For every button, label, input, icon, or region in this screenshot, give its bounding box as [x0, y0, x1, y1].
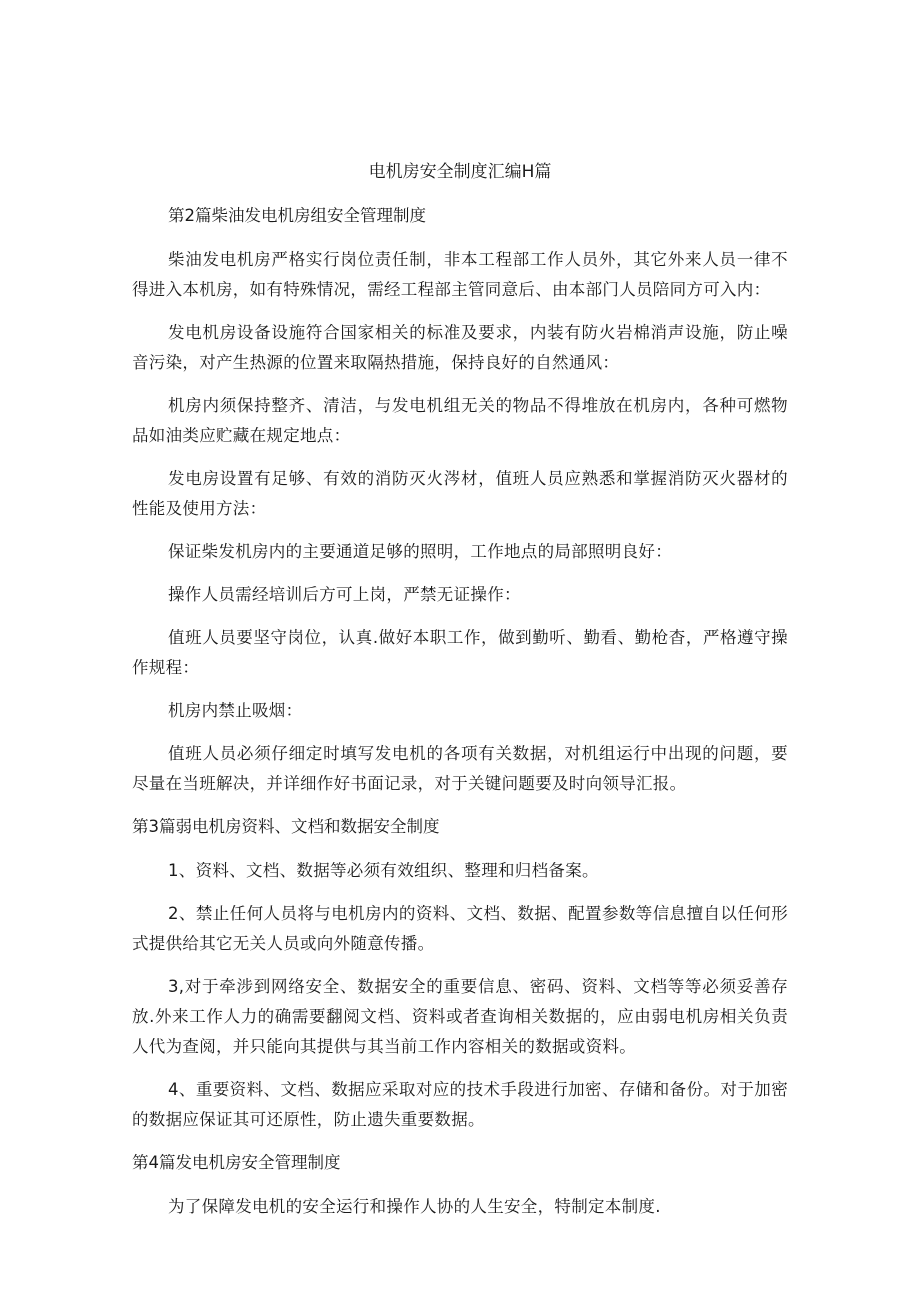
- paragraph: 值班人员要坚守岗位，认真.做好本职工作，做到勤听、勤看、勤枪杳，严格遵守操作规程：: [132, 628, 788, 677]
- paragraph: 发电房设置有足够、有效的消防灭火涔材，值班人员应熟悉和掌握消防灭火器材的性能及使用方法：: [132, 469, 788, 518]
- paragraph: 柴油发电机房严格实行岗位责任制，非本工程部工作人员外，其它外来人员一律不得进入本机房，如有特殊情况，需经工程部主管同意后、由本部门人员陪同方可入内：: [132, 250, 788, 299]
- paragraph: 4、重要资料、文档、数据应采取对应的技术手段进行加密、存储和备份。对于加密的数据应保证其可还原性，防止遗失重要数据。: [132, 1080, 788, 1129]
- paragraph: 为了保障发电机的安全运行和操作人协的人生安全，特制定本制度.: [168, 1197, 661, 1216]
- paragraph: 值班人员必须仔细定时填写发电机的各项有关数据，对机组运行中出现的问题，要尽量在当班解决，并详细作好书面记录，对于关键问题要及时向领导汇报。: [132, 744, 788, 793]
- section-heading-3: 第3篇弱电机房资料、文档和数据安全制度: [132, 817, 440, 836]
- paragraph: 机房内须保持整齐、清洁，与发电机组无关的物品不得堆放在机房内，各种可燃物品如油类应贮藏在规定地点：: [132, 396, 788, 445]
- section-heading-2: 第2篇柴油发电机房组安全管理制度: [168, 206, 426, 225]
- document-body: [132, 201, 788, 1235]
- document-title: 电机房安全制度汇编H篇: [368, 162, 552, 182]
- paragraph: 操作人员需经培训后方可上岗，严禁无证操作：: [168, 585, 521, 604]
- paragraph: 保证柴发机房内的主要通道足够的照明，工作地点的局部照明良好：: [168, 542, 672, 561]
- section-heading-4: 第4篇发电机房安全管理制度: [132, 1153, 341, 1172]
- paragraph: 发电机房设备设施符合国家相关的标准及要求，内装有防火岩棉消声设施，防止噪音污染，对产生热源的位置来取隔热措施，保持良好的自然通风：: [132, 323, 788, 372]
- paragraph: 1、资料、文档、数据等必须有效组织、整理和归档备案。: [168, 861, 599, 880]
- paragraph: 3,对于牵涉到网络安全、数据安全的重要信息、密码、资料、文档等等必须妥善存放.外来工作人力的确需要翻阅文档、资料或者查询相关数据的，应由弱电机房相关负责人代为查阅，并只能向其提供与其当前工作内容相关的数据或资料。: [132, 977, 788, 1056]
- paragraph: 机房内禁止吸烟：: [168, 701, 303, 720]
- paragraph: 2、禁止任何人员将与电机房内的资料、文档、数据、配置参数等信息擅自以任何形式提供给其它无关人员或向外随意传播。: [132, 904, 788, 953]
